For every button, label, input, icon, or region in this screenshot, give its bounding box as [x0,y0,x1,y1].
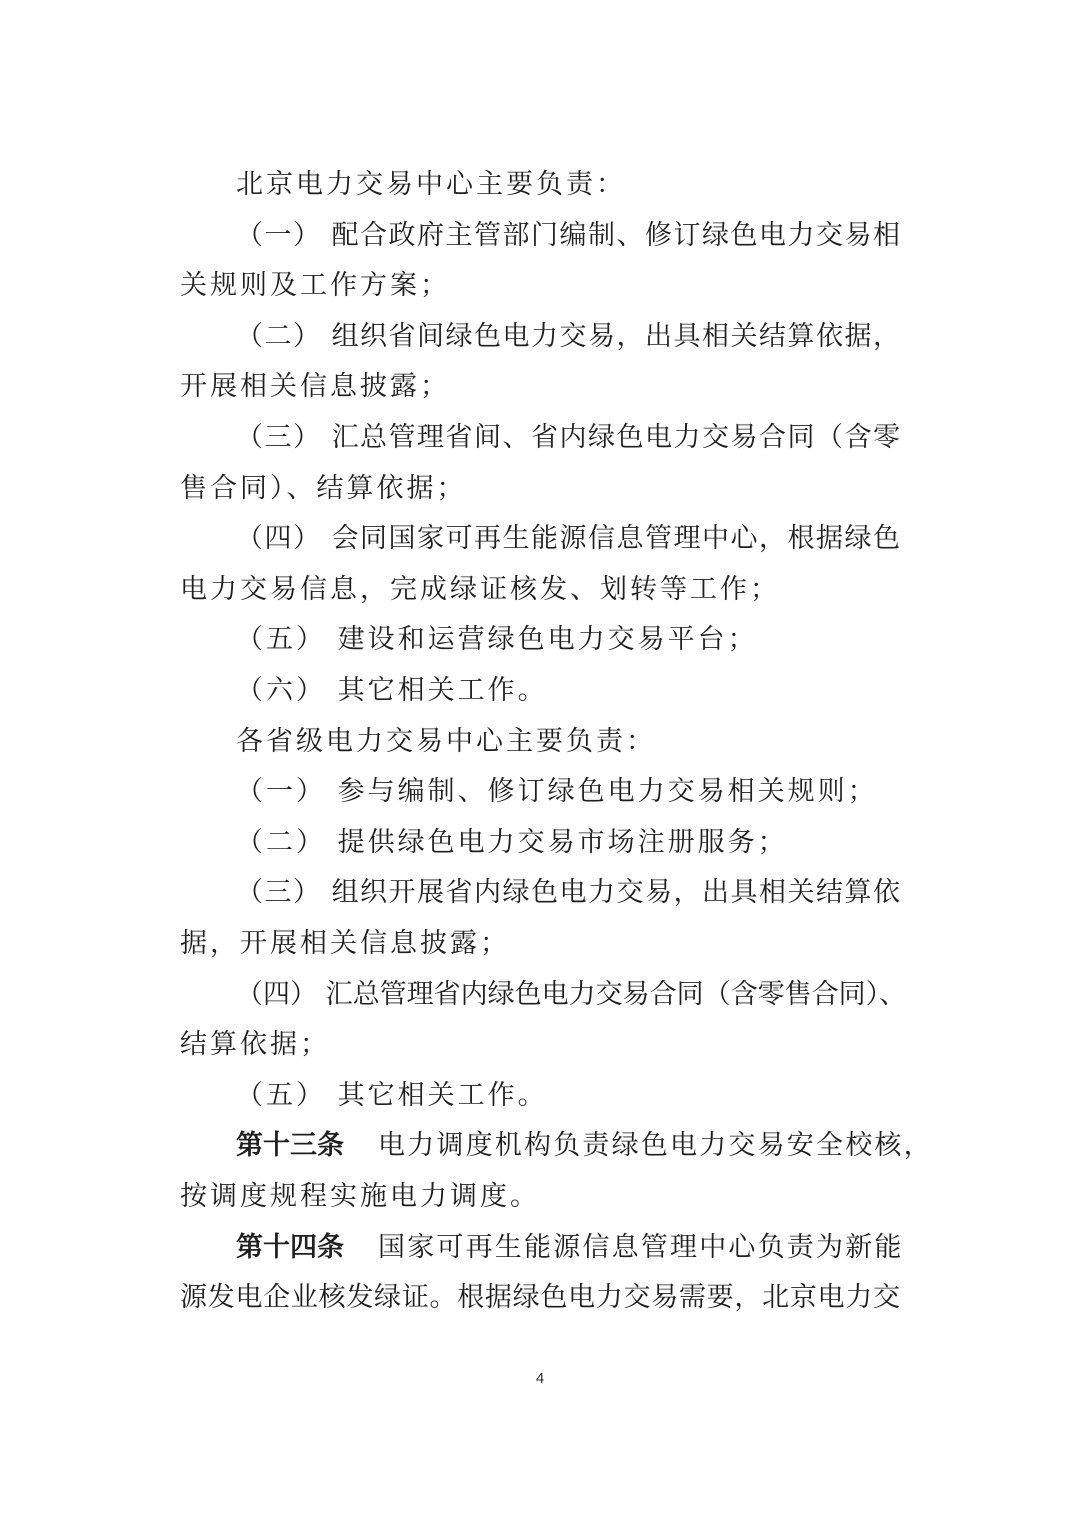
paragraph-line [236,823,1080,863]
paragraph-line [236,722,1080,762]
paragraph-line [236,216,1080,256]
paragraph-line [180,367,1080,407]
paragraph-line [236,317,1080,357]
paragraph-line [180,924,1080,964]
article-line [236,1228,1080,1268]
line-text: （五） 其它相关工作。 [236,1079,548,1111]
line-text: 售合同）、结算依据； [180,472,467,504]
line-text: （二） 提供绿色电力交易市场注册服务； [236,826,788,858]
line-text: （一） 参与编制、修订绿色电力交易相关规则； [236,776,878,808]
paragraph-line [180,1177,1080,1217]
line-text: （三） 组织开展省内绿色电力交易，出具相关结算依 [236,877,900,909]
article-text: 国家可再生能源信息管理中心负责为新能 [378,1231,904,1263]
paragraph-line [236,165,1080,205]
line-text: 结算依据； [180,1029,330,1061]
line-text: 电力交易信息，完成绿证核发、划转等工作； [180,573,780,605]
paragraph-line [180,570,1080,610]
paragraph-line [180,266,1080,306]
line-text: 按调度规程实施电力调度。 [180,1181,540,1212]
article-line [236,1126,1080,1166]
paragraph-line [236,975,1080,1015]
paragraph-line [236,772,1080,812]
article-label: 第十三条 [236,1130,344,1162]
line-text: （二） 组织省间绿色电力交易，出具相关结算依据， [236,320,900,352]
paragraph-line [236,873,1080,913]
line-text: 各省级电力交易中心主要负责： [236,725,656,757]
line-text: 据，开展相关信息披露； [180,928,510,959]
line-text: （四） 汇总管理省内绿色电力交易合同（含零售合同）、 [236,978,907,1010]
paragraph-line [180,469,1080,509]
line-text: （五） 建设和运营绿色电力交易平台； [236,624,758,656]
line-text: 开展相关信息披露； [180,371,450,403]
paragraph-line [236,1076,1080,1116]
paragraph-line [236,519,1080,559]
line-text: （一） 配合政府主管部门编制、修订绿色电力交易相 [236,219,900,251]
line-text: 源发电企业核发绿证。根据绿色电力交易需要，北京电力交 [180,1282,900,1314]
paragraph-line [180,1025,1080,1065]
line-text: （三） 汇总管理省间、省内绿色电力交易合同（含零 [236,422,900,453]
paragraph-line [180,1278,1080,1318]
paragraph-line [236,671,1080,711]
line-text: 北京电力交易中心主要负责： [236,169,626,200]
line-text: 关规则及工作方案； [180,270,450,302]
line-text: （六） 其它相关工作。 [236,675,548,706]
page-number: 4 [535,1370,545,1387]
paragraph-line [236,620,1080,660]
paragraph-line [236,418,1080,458]
article-text: 电力调度机构负责绿色电力交易安全校核， [378,1130,933,1162]
line-text: （四） 会同国家可再生能源信息管理中心，根据绿色 [236,523,900,555]
article-label: 第十四条 [236,1231,344,1263]
